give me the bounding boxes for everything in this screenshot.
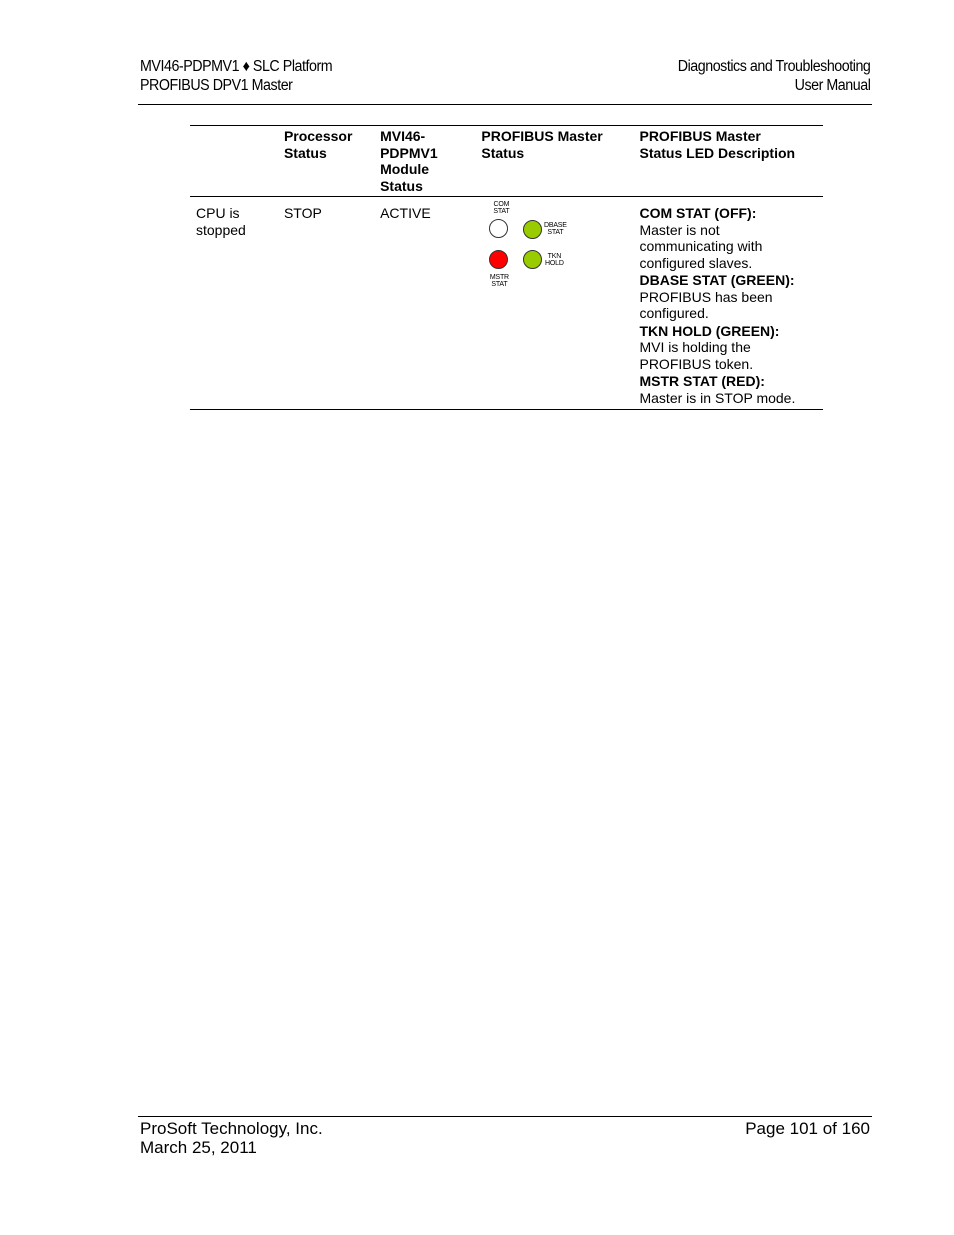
footer-date: March 25, 2011 [140,1138,257,1157]
cell-condition: CPU is stopped [196,205,246,238]
dbase-stat-led-icon [523,220,542,239]
desc-com-stat-text: Master is not communicating with configured slaves. [639,221,763,271]
header-product: MVI46-PDPMV1 ♦ SLC Platform [140,58,333,75]
mstr-stat-led-icon [489,250,508,269]
desc-com-stat-label: COM STAT (OFF): [639,205,757,221]
com-stat-led-icon [489,219,508,238]
desc-dbase-stat-text: PROFIBUS has been configured. [639,288,773,321]
page-header-right [677,57,870,95]
col-header-module-status: MVI46- PDPMV1 Module Status [380,128,438,194]
cell-processor-status: STOP [283,205,322,221]
table-row [190,197,823,410]
desc-tkn-hold-label: TKN HOLD (GREEN): [639,322,780,339]
status-table [190,125,823,410]
desc-mstr-stat-text: Master is in STOP mode. [639,389,796,406]
header-manual: User Manual [794,77,870,94]
tkn-hold-label: TKN HOLD [545,253,564,267]
desc-mstr-stat-label: MSTR STAT (RED): [639,373,765,389]
page-footer-right [745,1119,870,1138]
col-header-processor-status: Processor Status [283,128,353,161]
table-header-row [190,126,823,197]
header-divider [138,104,872,105]
page-footer-left [140,1119,323,1157]
col-header-condition [190,126,278,197]
page-header-left [140,57,332,95]
tkn-hold-led-icon [523,250,542,269]
footer-divider [138,1116,872,1117]
cell-master-status-leds [475,197,633,410]
cell-module-status: ACTIVE [380,205,431,221]
col-header-led-description: PROFIBUS Master Status LED Description [639,128,796,161]
footer-page-number: Page 101 of 160 [745,1119,870,1138]
desc-dbase-stat-label: DBASE STAT (GREEN): [639,272,795,288]
desc-tkn-hold-text: MVI is holding the PROFIBUS token. [639,339,754,372]
com-stat-label: COM STAT [493,201,510,215]
led-panel [481,201,601,305]
col-header-master-status: PROFIBUS Master Status [481,128,603,161]
dbase-stat-label: DBASE STAT [544,222,567,236]
header-product-subtitle: PROFIBUS DPV1 Master [140,77,293,94]
mstr-stat-label: MSTR STAT [489,274,509,288]
footer-company: ProSoft Technology, Inc. [140,1119,323,1138]
header-section: Diagnostics and Troubleshooting [677,58,870,75]
cell-led-description [633,197,823,410]
